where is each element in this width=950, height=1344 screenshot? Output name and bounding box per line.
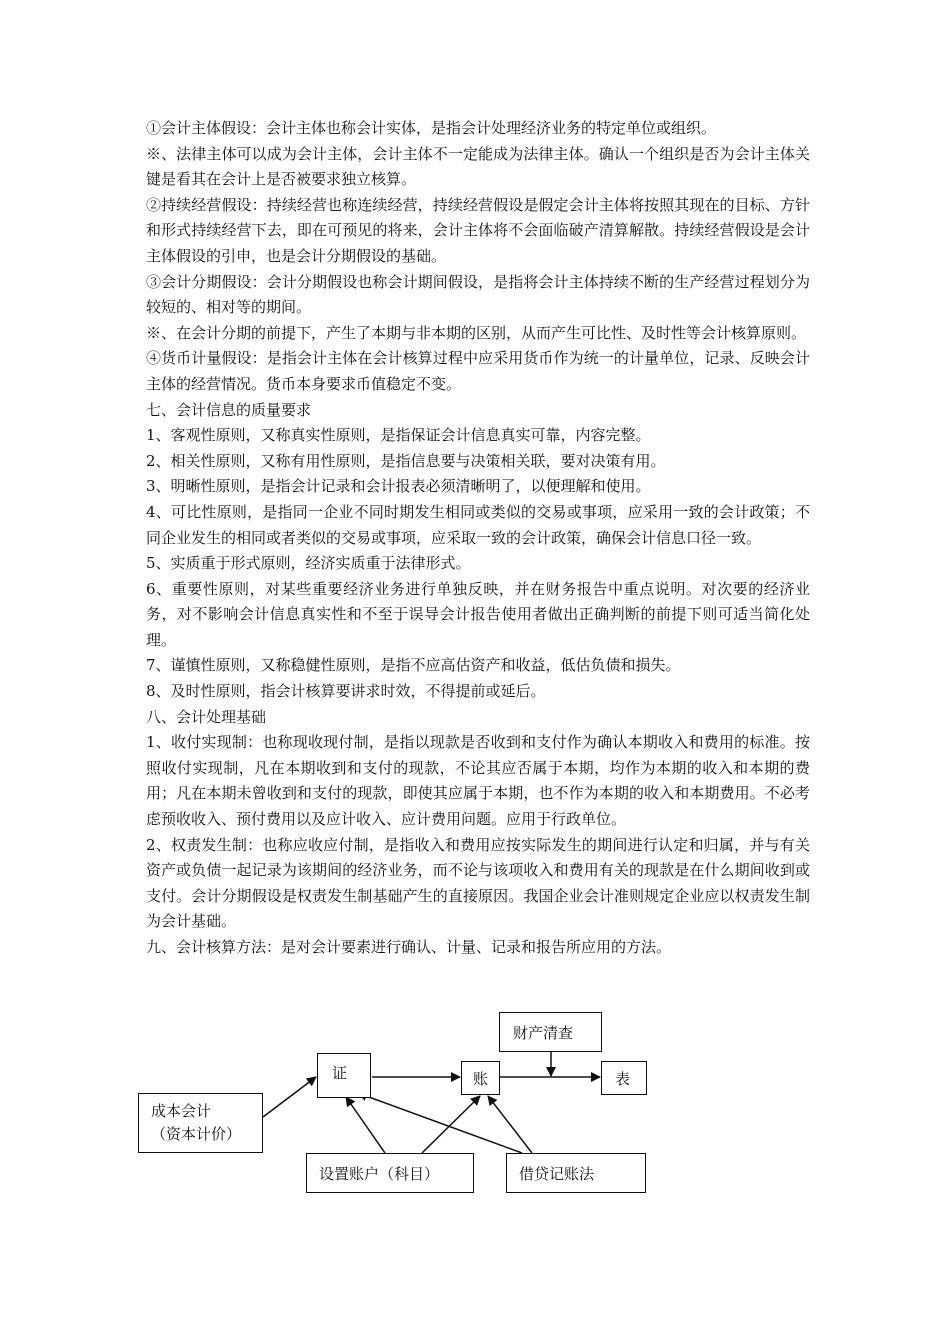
- paragraph-note-legal-entity: ※、法律主体可以成为会计主体，会计主体不一定能成为法律主体。确认一个组织是否为会计主体关键是看其在会计上是否被要求独立核算。: [146, 144, 810, 189]
- paragraph-monetary-unit: ④货币计量假设：是指会计主体在会计核算过程中应采用货币作为统一的计量单位，记录、反映会计主体的经营情况。货币本身要求币值稳定不变。: [146, 349, 810, 393]
- property-check-label: 财产清查: [513, 1024, 574, 1042]
- paragraph-timeliness: 8、及时性原则，指会计核算要讲求时效，不得提前或延后。: [146, 682, 546, 701]
- ledger-label: 账: [473, 1070, 489, 1088]
- voucher-box: [317, 1053, 371, 1098]
- double-entry-box: [506, 1153, 646, 1193]
- document-body: [146, 116, 810, 961]
- heading-accounting-basis: 八、会计处理基础: [146, 707, 267, 726]
- arrow-doubleentry-to-ledger: [488, 1096, 532, 1153]
- paragraph-comparability: 4、可比性原则，是指同一企业不同时期发生相同或类似的交易或事项，应采用一致的会计政策；不同企业发生的相同或者类似的交易或事项，应采取一致的会计政策，确保会计信息口径一致。: [146, 502, 810, 547]
- property-check-box: [499, 1012, 602, 1052]
- double-entry-label: 借贷记账法: [519, 1165, 595, 1183]
- arrow-doubleentry-to-voucher: [358, 1093, 522, 1153]
- accounting-methods-diagram: [0, 1005, 950, 1205]
- cost-accounting-label: 成本会计: [151, 1102, 212, 1120]
- arrow-setaccounts-to-voucher: [346, 1097, 385, 1153]
- cost-accounting-box: [138, 1093, 263, 1153]
- paragraph-note-period: ※、在会计分期的前提下，产生了本期与非本期的区别，从而产生可比性、及时性等会计核算原则。: [146, 323, 807, 342]
- paragraph-prudence: 7、谨慎性原则，又称稳健性原则，是指不应高估资产和收益，低估负债和损失。: [146, 656, 681, 675]
- capital-valuation-label: （资本计价）: [151, 1125, 242, 1143]
- paragraph-going-concern: ②持续经营假设：持续经营也称连续经营，持续经营假设是假定会计主体将按照其现在的目标、方针和形式持续经营下去，即在可预见的将来，会计主体将不会面临破产清算解散。持续经营假设是会计主体假设的引申，也是会计分期假设的基础。: [146, 195, 810, 265]
- paragraph-objectivity: 1、客观性原则，又称真实性原则，是指保证会计信息真实可靠，内容完整。: [146, 426, 651, 445]
- paragraph-accrual-basis: 2、权责发生制：也称应收应付制，是指收入和费用应按实际发生的期间进行认定和归属，并与有关资产或负债一起记录为该期间的经济业务，而不论与该项收入和费用有关的现款是在什么期间收到或支付。会计分期假设是权责发生制基础产生的直接原因。我国企业会计准则规定企业应以权责发生制为会计基础。: [146, 835, 810, 931]
- paragraph-cash-basis: 1、收付实现制：也称现收现付制，是指以现款是否收到和支付作为确认本期收入和费用的标准。按照收付实现制，凡在本期收到和支付的现款，不论其应否属于本期，均作为本期的收入和本期的费用；凡在本期未曾收到和支付的现款，即使其应属于本期，也不作为本期的收入和本期费用。不必考虑预收收入、预付费用以及应计收入、应计费用问题。应用于行政单位。: [146, 733, 810, 829]
- set-accounts-label: 设置账户（科目）: [319, 1165, 440, 1183]
- ledger-box: [461, 1061, 500, 1095]
- voucher-label: 证: [332, 1064, 348, 1082]
- arrow-cost-to-voucher: [263, 1077, 316, 1117]
- heading-accounting-methods: 九、会计核算方法：是对会计要素进行确认、计量、记录和报告所应用的方法。: [146, 938, 672, 956]
- set-accounts-box: [306, 1153, 474, 1193]
- arrow-setaccounts-to-ledger: [422, 1096, 480, 1153]
- heading-quality-requirements: 七、会计信息的质量要求: [146, 400, 312, 419]
- paragraph-entity-assumption: ①会计主体假设：会计主体也称会计实体，是指会计处理经济业务的特定单位或组织。: [146, 119, 717, 137]
- paragraph-substance-over-form: 5、实质重于形式原则，经济实质重于法律形式。: [146, 554, 471, 573]
- paragraph-clarity: 3、明晰性原则，是指会计记录和会计报表必须清晰明了，以便理解和使用。: [146, 477, 651, 496]
- paragraph-relevance: 2、相关性原则，又称有用性原则，是指信息要与决策相关联，要对决策有用。: [146, 451, 666, 470]
- paragraph-accounting-period: ③会计分期假设：会计分期假设也称会计期间假设，是指将会计主体持续不断的生产经营过程划分为较短的、相对等的期间。: [146, 272, 810, 317]
- statement-box: [601, 1061, 647, 1095]
- paragraph-materiality: 6、重要性原则，对某些重要经济业务进行单独反映，并在财务报告中重点说明。对次要的经济业务，对不影响会计信息真实性和不至于误导会计报告使用者做出正确判断的前提下则可适当简化处理。: [146, 579, 810, 649]
- statement-label: 表: [615, 1070, 631, 1088]
